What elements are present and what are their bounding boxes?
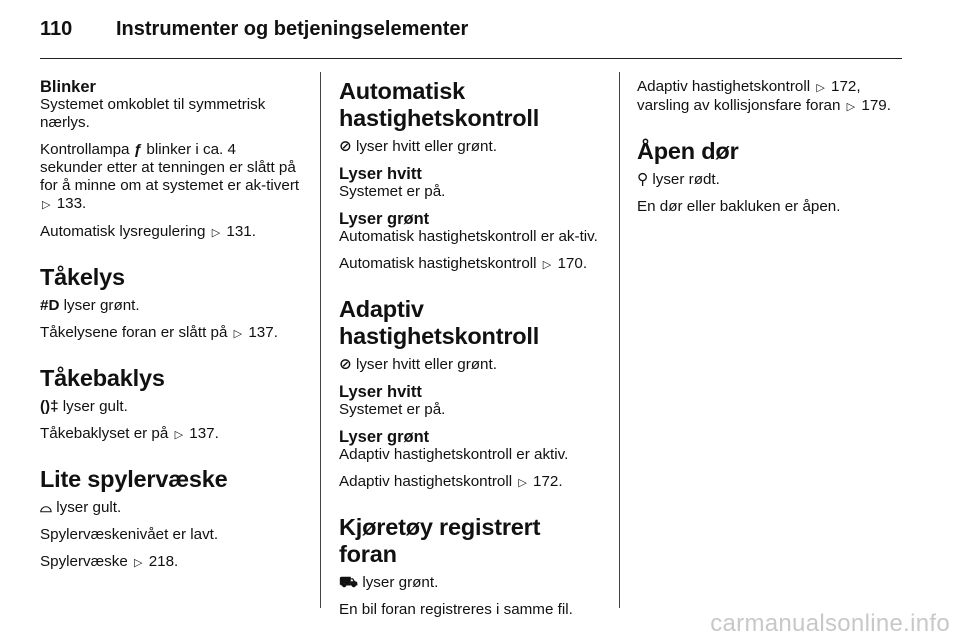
washer-fluid-icon: ⌓ <box>40 499 53 516</box>
section-heading-blinker: Blinker <box>40 78 96 96</box>
page-reference-icon: ▷ <box>816 82 825 94</box>
subheading-lyser-gront: Lyser grønt <box>339 428 430 446</box>
header-rule <box>40 58 902 59</box>
paragraph: ()‡ lyser gult. <box>40 398 128 415</box>
paragraph: Adaptiv hastighetskontroll er aktiv. <box>339 446 569 463</box>
page-reference[interactable]: 170. <box>557 255 588 272</box>
section-heading-adaptiv: Adaptiv hastighetskontroll <box>339 296 540 349</box>
paragraph: En bil foran registreres i samme fil. <box>339 601 573 618</box>
section-heading-spylervaeske: Lite spylervæske <box>40 466 228 492</box>
page-reference[interactable]: 179. <box>861 97 891 114</box>
subheading-lyser-gront: Lyser grønt <box>339 210 430 228</box>
column-3 <box>637 78 899 225</box>
page-number: 110 <box>40 18 73 40</box>
rear-fog-light-icon: ()‡ <box>40 398 59 415</box>
section-heading-apen-dor: Åpen dør <box>637 138 739 164</box>
paragraph: Tåkebaklyset er på ▷ 137. <box>40 425 219 442</box>
column-divider <box>619 72 620 608</box>
page-reference[interactable]: 218. <box>148 553 179 570</box>
page-reference-icon: ▷ <box>42 199 51 211</box>
adaptive-cruise-icon: ⊘ <box>339 356 352 373</box>
paragraph: Adaptiv hastighetskontroll ▷ 172, varsling av kollisjonsfare foran ▷ 179. <box>637 78 891 114</box>
page-reference-icon: ▷ <box>518 477 527 489</box>
page-reference-icon: ▷ <box>174 429 184 441</box>
page-reference[interactable]: 137. <box>248 324 278 341</box>
paragraph: Automatisk lysregulering ▷ 131. <box>40 223 256 240</box>
page-reference-icon: ▷ <box>233 328 243 340</box>
page-reference[interactable]: 133. <box>56 195 87 212</box>
paragraph: ⚲ lyser rødt. <box>637 171 720 188</box>
column-divider <box>320 72 321 608</box>
paragraph: Systemet omkoblet til symmetrisk nærlys. <box>40 96 266 131</box>
paragraph: En dør eller bakluken er åpen. <box>637 198 841 215</box>
paragraph: Spylervæskenivået er lavt. <box>40 526 219 543</box>
watermark: carmanualsonline.info <box>710 610 950 637</box>
column-2 <box>339 78 601 628</box>
subheading-lyser-hvitt: Lyser hvitt <box>339 383 422 401</box>
page-reference-icon: ▷ <box>134 557 143 569</box>
paragraph: Adaptiv hastighetskontroll ▷ 172. <box>339 473 563 490</box>
page-reference[interactable]: 172, <box>831 78 861 95</box>
paragraph: Systemet er på. <box>339 401 446 418</box>
vehicle-ahead-icon: ⛟ <box>339 574 359 591</box>
paragraph: Spylervæske ▷ 218. <box>40 553 179 570</box>
paragraph: ⊘ lyser hvitt eller grønt. <box>339 138 497 155</box>
page-header <box>40 18 468 48</box>
page-reference-icon: ▷ <box>846 101 856 113</box>
indicator-lamp-icon: ƒ <box>133 141 143 158</box>
paragraph: Automatisk hastighetskontroll er ak-tiv. <box>339 228 598 245</box>
paragraph: ⊘ lyser hvitt eller grønt. <box>339 356 497 373</box>
paragraph: #D lyser grønt. <box>40 297 140 314</box>
page-reference-icon: ▷ <box>211 227 221 239</box>
page-title: Instrumenter og betjeningselementer <box>116 18 469 40</box>
section-heading-taakelys: Tåkelys <box>40 264 125 290</box>
paragraph: Kontrollampa ƒ blinker i ca. 4 sekunder etter at tenningen er slått på for å minne om at systemet er ak-tivert ▷ 133. <box>40 141 300 212</box>
paragraph: Systemet er på. <box>339 183 446 200</box>
front-fog-light-icon: #D <box>40 297 60 314</box>
column-1 <box>40 78 302 581</box>
door-open-icon: ⚲ <box>637 171 649 188</box>
cruise-control-icon: ⊘ <box>339 138 352 155</box>
section-heading-taakebaklys: Tåkebaklys <box>40 365 165 391</box>
page-reference-icon: ▷ <box>542 259 552 271</box>
page-reference[interactable]: 137. <box>189 425 219 442</box>
paragraph: Tåkelysene foran er slått på ▷ 137. <box>40 324 278 341</box>
paragraph: Automatisk hastighetskontroll ▷ 170. <box>339 255 588 272</box>
page-reference[interactable]: 172. <box>533 473 563 490</box>
paragraph: ⌓ lyser gult. <box>40 499 122 516</box>
page-reference[interactable]: 131. <box>226 223 256 240</box>
subheading-lyser-hvitt: Lyser hvitt <box>339 165 422 183</box>
section-heading-automatisk: Automatisk hastighetskontroll <box>339 78 540 131</box>
paragraph: ⛟ lyser grønt. <box>339 574 439 591</box>
section-heading-kjoretoy: Kjøretøy registrert foran <box>339 514 541 567</box>
